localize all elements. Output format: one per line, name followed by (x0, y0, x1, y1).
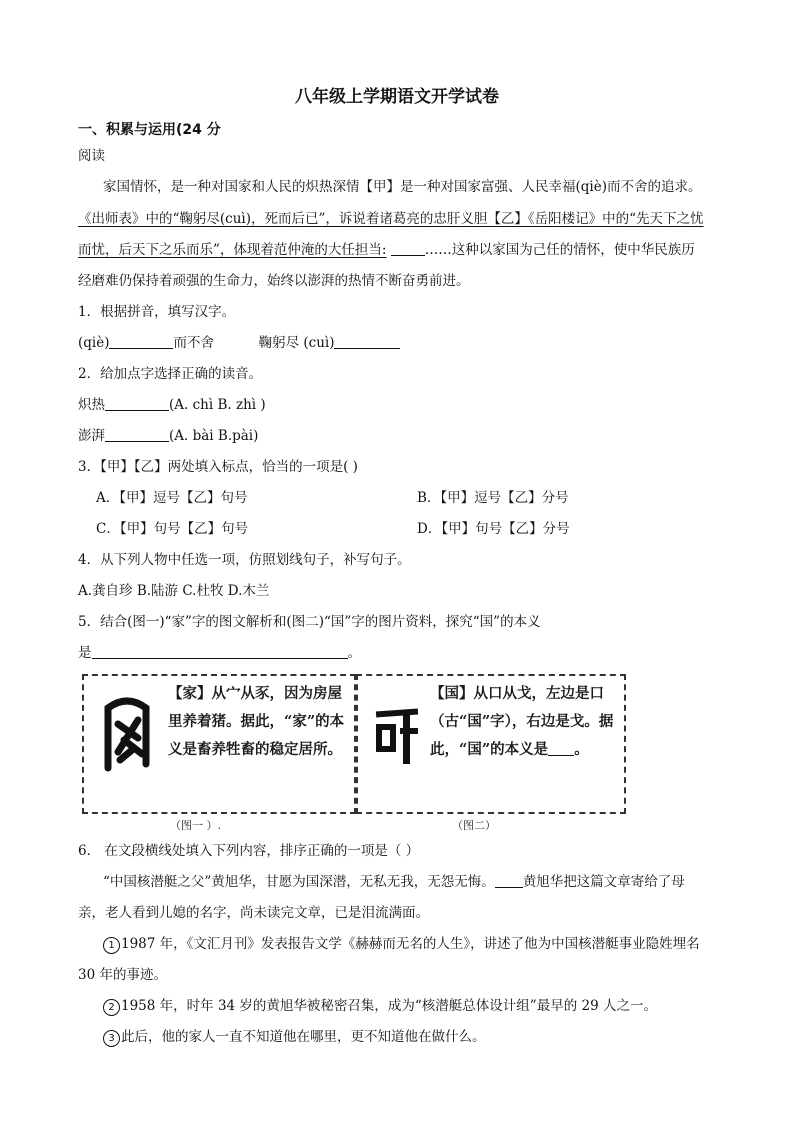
q1-answers (78, 334, 400, 352)
q1-b-blank[interactable] (334, 334, 400, 349)
q2-a-blank[interactable] (105, 396, 169, 411)
figure-2-text-main: 【国】从口从戈，左边是口（古“国”字），右边是戈。据此，“国”的本义是 (430, 685, 614, 758)
circled-number-3: 3 (103, 1030, 120, 1047)
q5-answer-blank[interactable] (92, 644, 348, 659)
q1-stem: 1．根据拼音，填写汉字。 (78, 304, 236, 320)
q3-option-a[interactable]: A．【甲】逗号【乙】句号 (96, 490, 248, 506)
passage-line-3 (78, 241, 695, 259)
passage-line-2: 《出师表》中的“鞠躬尽(cuì)，死而后已”，诉说着诸葛亮的忠肝义胆【乙】《岳阳楼记》中的“先天下之忧 (78, 211, 704, 227)
figure-1-box (82, 674, 356, 814)
q1-a-blank[interactable] (109, 334, 173, 349)
q2-item-a (78, 396, 266, 414)
ancient-guo-glyph-icon (372, 706, 422, 766)
q2-stem: 2．给加点字选择正确的读音。 (78, 366, 263, 382)
q5-answer-suffix: 。 (347, 645, 361, 661)
figure-2-box (356, 674, 626, 814)
figure-2-caption: （图二） (452, 819, 496, 832)
q4-options: A.龚自珍 B.陆游 C.杜牧 D.木兰 (78, 583, 270, 599)
q6-stem: 6． 在文段横线处填入下列内容，排序正确的一项是（ ） (78, 843, 420, 859)
q6-item-1-cont: 30 年的事迹。 (78, 967, 167, 983)
read-label: 阅读 (78, 148, 105, 164)
ancient-jia-glyph-icon (98, 690, 156, 774)
passage-blank[interactable] (391, 241, 425, 256)
q1-b-pinyin: 鞠躬尽 (cuì) (258, 335, 335, 351)
q6-passage-line-1 (103, 873, 685, 891)
q2-a-options: (A. chì B. zhì ) (169, 397, 266, 413)
circled-number-2: 2 (103, 999, 120, 1016)
figure-1-text: 【家】从宀从豕，因为房屋里养着猪。据此，“家”的本义是畜养牲畜的稳定居所。 (168, 685, 345, 758)
q4-stem: 4．从下列人物中任选一项，仿照划线句子，补写句子。 (78, 552, 411, 568)
q3-option-d[interactable]: D．【甲】句号【乙】分号 (417, 521, 570, 537)
q2-b-blank[interactable] (105, 427, 169, 442)
q2-b-options: (A. bài B.pài) (169, 428, 259, 444)
q6-item-2 (103, 997, 657, 1016)
q6-item-1-text: 1987 年，《文汇月刊》发表报告文学《赫赫而无名的人生》，讲述了他为中国核潜艇事业隐姓埋名 (121, 936, 700, 952)
figure-1-caption: （图一 ）. (170, 819, 221, 832)
circled-number-1: 1 (103, 937, 120, 954)
q2-b-word: 澎湃 (78, 428, 105, 444)
q3-stem: 3．【甲】【乙】两处填入标点，恰当的一项是( ) (78, 459, 358, 475)
q6-blank[interactable] (495, 873, 523, 888)
q2-a-word: 炽热 (78, 397, 105, 413)
q6-item-1 (103, 935, 700, 954)
q3-option-c[interactable]: C．【甲】句号【乙】句号 (96, 521, 249, 537)
q1-a-suffix: 而不舍 (173, 335, 214, 351)
passage-line-4: 经磨难仍保持着顽强的生命力，始终以澎湃的热情不断奋勇前进。 (78, 273, 470, 289)
figure-2-blank[interactable] (548, 743, 574, 756)
q1-a-pinyin: (qiè) (78, 335, 110, 351)
q6-item-3 (103, 1028, 486, 1047)
q5-answer-line (78, 644, 361, 662)
q6-passage-line-2: 亲，老人看到儿媳的名字，尚未读完文章，已是泪流满面。 (78, 905, 429, 921)
q5-stem: 5．结合(图一)“家”字的图文解析和(图二)“国”字的图片资料，探究“国”的本义 (78, 614, 541, 630)
figure-2-text (430, 680, 618, 764)
page-title: 八年级上学期语文开学试卷 (295, 87, 499, 107)
q5-answer-prefix: 是 (78, 645, 92, 661)
figure-2-text-end: 。 (574, 741, 589, 758)
q6-item-3-text: 此后，他的家人一直不知道他在哪里，更不知道他在做什么。 (121, 1029, 486, 1045)
section-heading: 一、积累与运用(24 分 (78, 122, 221, 138)
q6-passage-start: “中国核潜艇之父”黄旭华，甘愿为国深潜，无私无我，无怨无悔。 (103, 874, 495, 890)
passage-line-3-rest: ……这种以家国为己任的情怀，使中华民族历 (424, 242, 695, 258)
passage-line-1: 家国情怀，是一种对国家和人民的炽热深情【甲】是一种对国家富强、人民幸福(qiè)而不舍的追求。 (103, 179, 702, 195)
q2-item-b (78, 427, 258, 445)
passage-underlined-sentence: 而忧，后天下之乐而乐”，体现着范仲淹的大任担当: (78, 242, 387, 258)
q6-passage-end: 黄旭华把这篇文章寄给了母 (522, 874, 685, 890)
q3-option-b[interactable]: B．【甲】逗号【乙】分号 (417, 490, 569, 506)
q6-item-2-text: 1958 年，时年 34 岁的黄旭华被秘密召集，成为“核潜艇总体设计组”最早的 29 人之一。 (121, 998, 657, 1014)
